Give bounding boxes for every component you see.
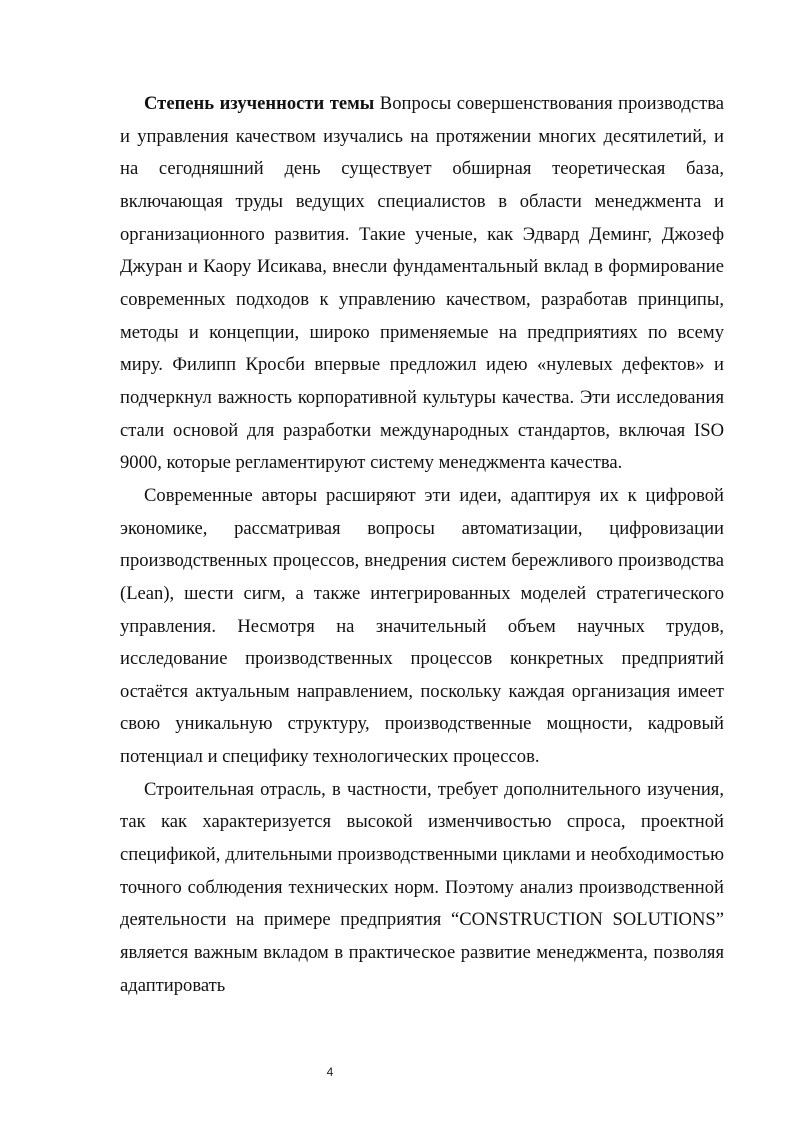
paragraph-2: Современные авторы расширяют эти идеи, адаптируя их к цифровой экономике, рассматривая вопросы автоматизации, цифровизации производственных процессов, внедрения систем бережливого производства (Lean), шести сигм, а также интегрированных моделей стратегического управления. Несмотря на значительный объем научных трудов, исследование производственных процессов конкретных предприятий остаётся актуальным направлением, поскольку каждая организация имеет свою уникальную структуру, производственные мощности, кадровый потенциал и специфику технологических процессов. [120,484,724,768]
page-number: 4 [326,1065,334,1079]
paragraph-3: Строительная отрасль, в частности, требует дополнительного изучения, так как характеризуется высокой изменчивостью спроса, проектной спецификой, длительными производственными циклами и необходимостью точного соблюдения технических норм. Поэтому анализ производственной деятельности на примере предприятия “CONSTRUCTION SOLUTIONS” является важным вкладом в практическое развитие менеджмента, позволяя адаптировать [120,778,724,996]
body-text [120,88,724,1002]
paragraph-1-text: Вопросы совершенствования производства и управления качеством изучались на протяжении многих десятилетий, и на сегодняшний день существует обширная теоретическая база, включающая труды ведущих специалистов в области менеджмента и организационного развития. Такие ученые, как Эдвард Деминг, Джозеф Джуран и Каору Исикава, внесли фундаментальный вклад в формирование современных подходов к управлению качеством, разработав принципы, методы и концепции, широко применяемые на предприятиях по всему миру. Филипп Кросби впервые предложил идею «нулевых дефектов» и подчеркнул важность корпоративной культуры качества. Эти исследования стали основой для разработки международных стандартов, включая ISO 9000, которые регламентируют систему менеджмента качества. [120,93,724,474]
paragraph-1 [120,88,724,480]
section-lead-title: Степень изученности темы [144,93,375,114]
